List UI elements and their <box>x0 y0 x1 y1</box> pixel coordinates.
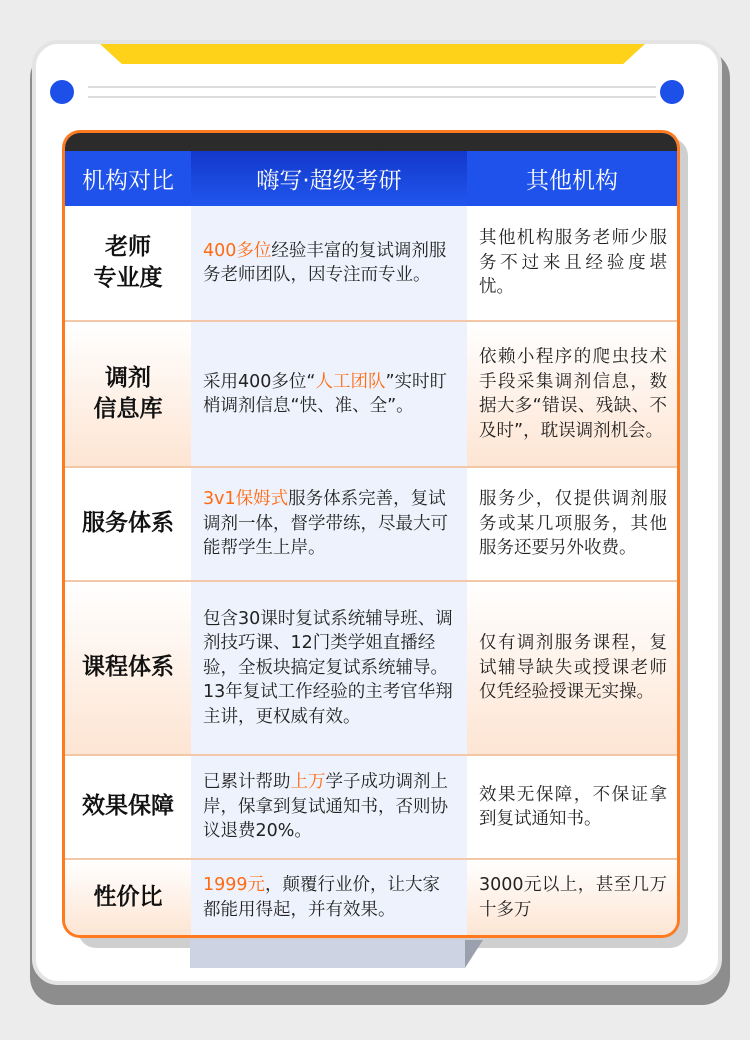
table-header <box>65 151 677 206</box>
ours-cell <box>191 582 467 754</box>
highlight-text: 人工团队 <box>315 371 386 392</box>
others-cell <box>467 582 677 754</box>
row-label-line: 专业度 <box>93 265 163 291</box>
others-text: 仅有调剂服务课程，复试辅导缺失或授课老师仅凭经验授课无实操。 <box>479 633 667 703</box>
highlight-text: 1999元 <box>203 875 266 895</box>
comparison-table <box>65 133 677 935</box>
highlight-text: 上万 <box>290 772 326 793</box>
table-row <box>65 206 677 320</box>
row-label <box>65 582 191 754</box>
table-row <box>65 756 677 858</box>
others-cell <box>467 206 677 320</box>
comparison-table-frame <box>62 130 680 938</box>
column-stub <box>190 940 465 968</box>
ours-cell <box>191 860 467 935</box>
row-label-line: 服务体系 <box>82 510 174 537</box>
yellow-tab <box>100 44 645 64</box>
ours-cell <box>191 756 467 858</box>
ours-text: ”实时盯梢调剂信息“快、准、全”。 <box>203 371 448 416</box>
ours-text: 包含30课时复试系统辅导班、调剂技巧课、12门类学姐直播经验，全板块搞定复试系统辅导。13年复试工作经验的主考官华翔主讲，更权威有效。 <box>203 608 453 727</box>
row-label-line: 老师 <box>105 233 151 260</box>
row-label-line: 课程体系 <box>82 654 174 681</box>
ours-text: ，颠覆行业价，让大家都能用得起，并有效果。 <box>203 875 441 920</box>
row-label <box>65 468 191 580</box>
ours-text: 学子成功调剂上岸，保拿到复试通知书，否则协议退费20%。 <box>203 772 448 842</box>
others-text: 效果无保障，不保证拿到复试通知书。 <box>479 784 667 829</box>
others-text: 3000元以上，甚至几万十多万 <box>479 875 667 920</box>
others-cell <box>467 322 677 466</box>
divider-line <box>88 86 656 88</box>
ours-text: 采用400多位“ <box>203 371 316 392</box>
ours-text: 经验丰富的复试调剂服务老师团队，因专注而专业。 <box>203 240 447 285</box>
ours-text: 服务体系完善，复试调剂一体，督学带练，尽最大可能帮学生上岸。 <box>203 489 448 559</box>
highlight-text: 400多位 <box>203 240 272 261</box>
row-label <box>65 322 191 466</box>
table-row <box>65 860 677 935</box>
ours-cell <box>191 206 467 320</box>
others-text: 其他机构服务老师少服务不过来且经验度堪忧。 <box>479 228 667 298</box>
others-text: 服务少，仅提供调剂服务或某几项服务，其他服务还要另外收费。 <box>479 489 667 559</box>
others-cell <box>467 756 677 858</box>
row-label-line: 性价比 <box>93 883 163 910</box>
row-label <box>65 860 191 935</box>
others-text: 依赖小程序的爬虫技术手段采集调剂信息，数据大多“错误、残缺、不及时”，耽误调剂机会。 <box>479 347 667 441</box>
ours-cell <box>191 322 467 466</box>
others-cell <box>467 468 677 580</box>
row-label <box>65 206 191 320</box>
blue-dot-icon <box>50 80 74 104</box>
table-top-bar <box>65 133 677 151</box>
row-label <box>65 756 191 858</box>
others-cell <box>467 860 677 935</box>
row-label-line: 效果保障 <box>82 793 174 820</box>
header-col-others: 其他机构 <box>467 151 677 206</box>
row-label-line: 信息库 <box>93 396 163 422</box>
table-row <box>65 582 677 754</box>
divider-line <box>88 96 656 98</box>
row-label-line: 调剂 <box>105 364 151 391</box>
table-row <box>65 468 677 580</box>
ours-text: 已累计帮助 <box>203 772 291 793</box>
header-col-compare: 机构对比 <box>65 151 191 206</box>
column-stub-fold <box>465 940 483 968</box>
ours-cell <box>191 468 467 580</box>
table-row <box>65 322 677 466</box>
highlight-text: 3v1保姆式 <box>203 489 289 510</box>
header-col-ours: 嗨写·超级考研 <box>191 151 467 206</box>
blue-dot-icon <box>660 80 684 104</box>
